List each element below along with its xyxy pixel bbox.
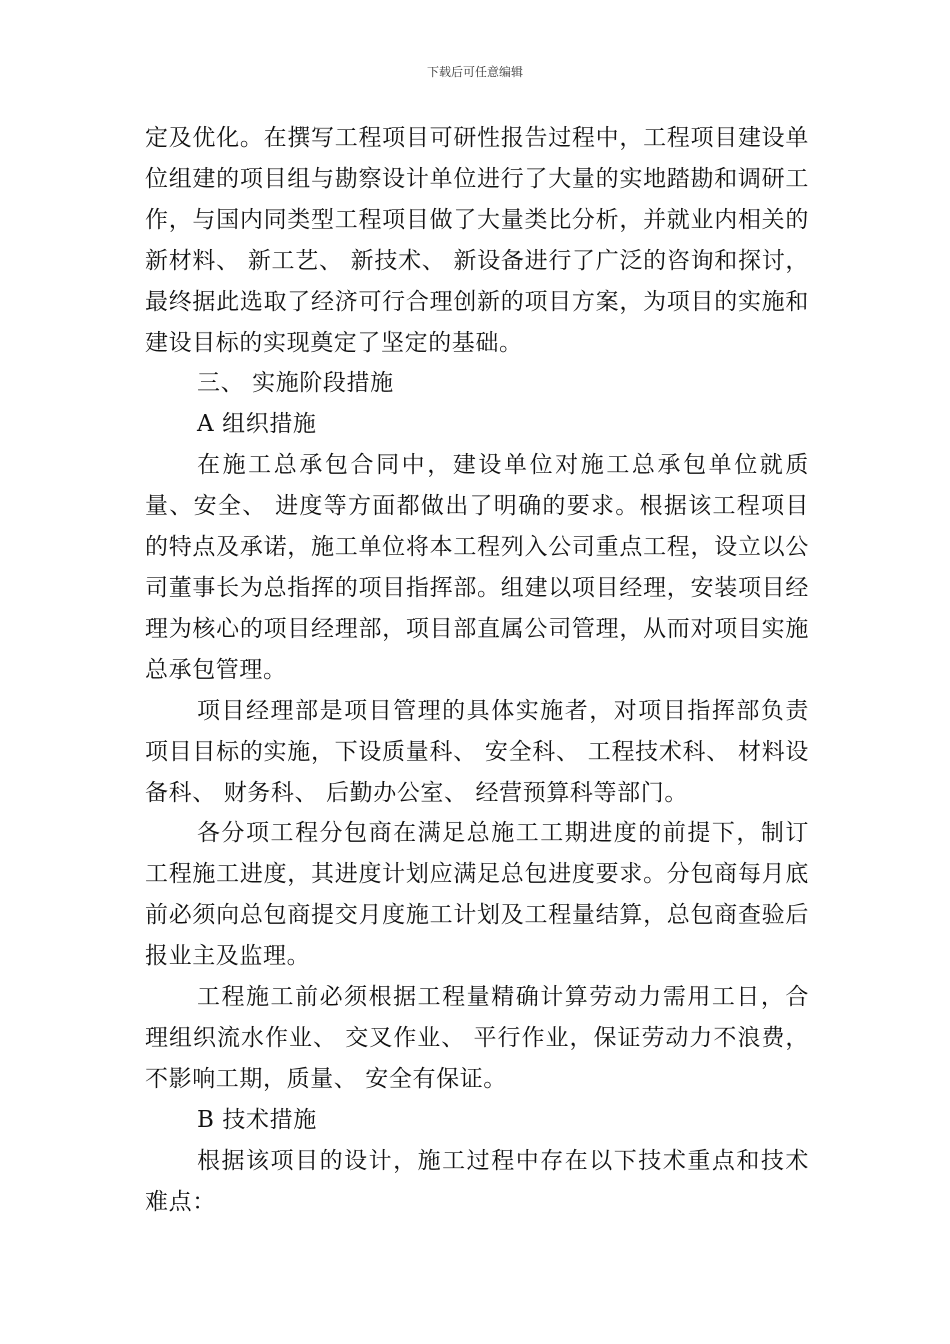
subsection-heading: A 组织措施	[197, 411, 317, 438]
paragraph: 工程施工前必须根据工程量精确计算劳动力需用工日，合理组织流水作业、 交叉作业、 平行作业，保证劳动力不浪费，不影响工期，质量、 安全有保证。	[145, 984, 809, 1092]
page-header: 下载后可任意编辑	[426, 65, 523, 79]
paragraph: 在施工总承包合同中，建设单位对施工总承包单位就质量、安全、 进度等方面都做出了明确的要求。根据该工程项目的特点及承诺，施工单位将本工程列入公司重点工程，设立以公司董事长为总指挥的项目指挥部。组建以项目经理，安装项目经理为核心的项目经理部，项目部直属公司管理，从而对项目实施总承包管理。	[145, 452, 809, 683]
paragraph: 各分项工程分包商在满足总施工工期进度的前提下，制订工程施工进度，其进度计划应满足总包进度要求。分包商每月底前必须向总包商提交月度施工计划及工程量结算，总包商查验后报业主及监理。	[145, 820, 809, 970]
subsection-heading: B 技术措施	[197, 1106, 317, 1133]
paragraph-continuation: 定及优化。在撰写工程项目可研性报告过程中，工程项目建设单位组建的项目组与勘察设计单位进行了大量的实地踏勘和调研工作，与国内同类型工程项目做了大量类比分析，并就业内相关的新材料、 新工艺、 新技术、 新设备进行了广泛的咨询和探讨，最终据此选取了经济可行合理创新的项目方案，为项目的实施和建设目标的实现奠定了坚定的基础。	[145, 125, 809, 356]
section-heading: 三、 实施阶段措施	[197, 370, 394, 397]
paragraph: 项目经理部是项目管理的具体实施者，对项目指挥部负责项目目标的实施，下设质量科、 安全科、 工程技术科、 材料设备科、 财务科、 后勤办公室、 经营预算科等部门。	[145, 697, 809, 806]
document-body	[145, 118, 809, 1222]
paragraph: 根据该项目的设计，施工过程中存在以下技术重点和技术难点：	[145, 1147, 809, 1215]
